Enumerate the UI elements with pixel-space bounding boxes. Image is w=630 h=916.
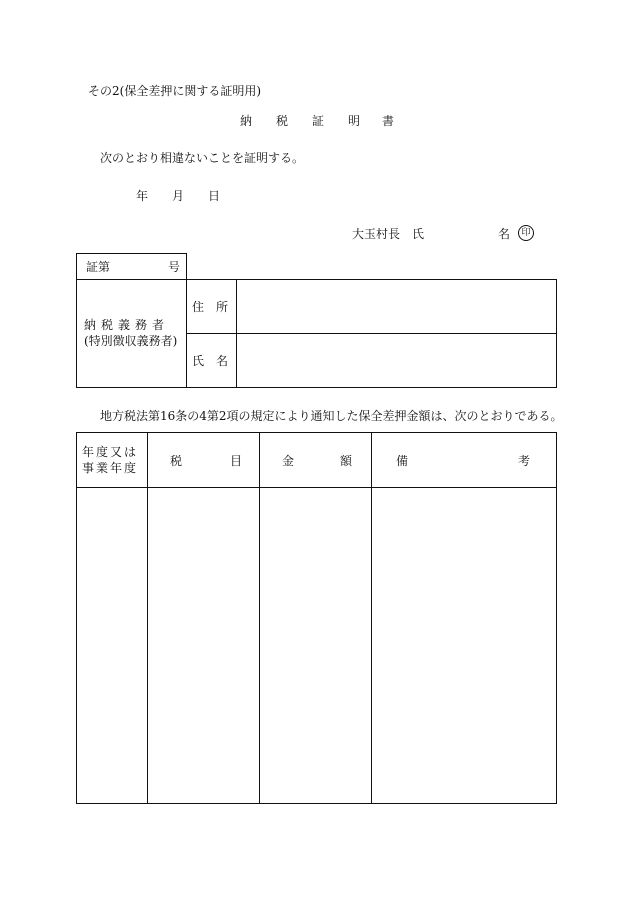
header-remarks-char-1: 備 [396,454,409,468]
issuer-name-char-2: 名 [498,227,511,241]
header-year-line1: 年度又は [82,445,139,459]
header-amount-char-1: 金 [282,454,295,468]
taxpayer-sublabel: (特別徴収義務者) [84,334,178,348]
header-tax-item-char-2: 目 [230,454,243,468]
remarks-column-cell[interactable] [372,488,556,803]
taxpayer-label: 納税義務者 [84,318,170,332]
cert-number-prefix: 証第 [86,260,111,274]
header-year-line2: 事業年度 [82,461,139,475]
header-tax-item-char-1: 税 [170,454,183,468]
issuer-org: 大玉村長 [352,227,401,241]
cert-number-suffix: 号 [168,260,181,274]
name-label-char-2: 名 [216,354,229,368]
address-field[interactable] [237,280,556,333]
header-note: その2(保全差押に関する証明用) [88,84,261,98]
title-char-1: 納 [240,114,253,128]
header-amount-char-2: 額 [340,454,353,468]
certification-statement: 次のとおり相違ないことを証明する。 [100,151,305,165]
name-field[interactable] [237,334,556,387]
date-month: 月 [172,189,185,203]
header-remarks-char-2: 考 [518,454,531,468]
title-char-3: 証 [312,114,325,128]
year-column-cell[interactable] [77,488,147,803]
title-char-5: 書 [382,114,395,128]
date-year: 年 [136,189,149,203]
issuer-name-char-1: 氏 [412,227,425,241]
address-label-char-1: 住 [192,300,205,314]
amount-column-cell[interactable] [260,488,371,803]
title-char-2: 税 [276,114,289,128]
notice-text: 地方税法第16条の4第2項の規定により通知した保全差押金額は、次のとおりである。 [100,409,563,423]
name-label-char-1: 氏 [192,354,205,368]
address-label-char-2: 所 [216,300,229,314]
seal-mark: 印 [518,225,534,241]
title-char-4: 明 [348,114,361,128]
tax-item-column-cell[interactable] [148,488,259,803]
date-day: 日 [208,189,221,203]
